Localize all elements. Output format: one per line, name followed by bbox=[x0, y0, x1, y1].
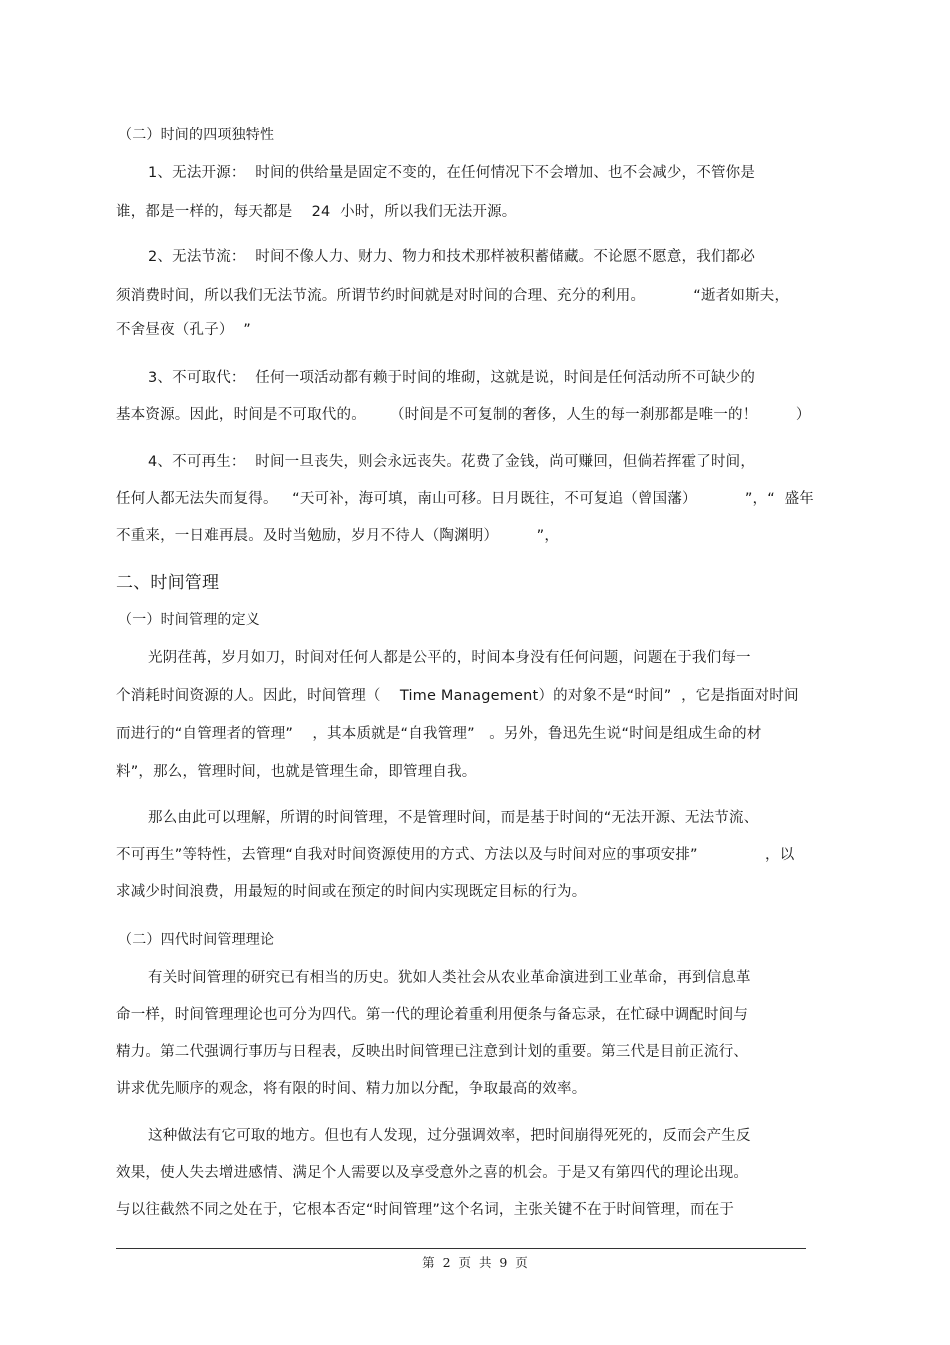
paragraph-line: 有关时间管理的研究已有相当的历史。犹如人类社会从农业革命演进到工业革命，再到信息革 bbox=[148, 970, 751, 986]
paragraph-line: 而进行的“自管理者的管理” ，其本质就是“自我管理” 。另外，鲁迅先生说“时间是组成生命的材 bbox=[116, 726, 762, 742]
paragraph-line: 个消耗时间资源的人。因此，时间管理（ Time Management）的对象不是“时间” ，它是指面对时间 bbox=[116, 688, 799, 704]
paragraph-line: 讲求优先顺序的观念，将有限的时间、精力加以分配，争取最高的效率。 bbox=[116, 1081, 587, 1097]
paragraph-line: 不舍昼夜（孔子） ” bbox=[116, 322, 251, 338]
paragraph-line: 任何人都无法失而复得。 “天可补，海可填，南山可移。日月既往，不可复追（曾国藩） ”，“ 盛年 bbox=[116, 491, 814, 507]
page-number-footer: 第 2 页 共 9 页 bbox=[422, 1255, 528, 1270]
paragraph-line: 4、不可再生： 时间一旦丧失，则会永远丧失。花费了金钱，尚可赚回，但倘若挥霍了时间， bbox=[148, 454, 756, 470]
paragraph-line: 基本资源。因此，时间是不可取代的。 （时间是不可复制的奢侈，人生的每一刹那都是唯一的！ ） bbox=[116, 407, 811, 423]
paragraph-line: 精力。第二代强调行事历与日程表，反映出时间管理已注意到计划的重要。第三代是目前正流行、 bbox=[116, 1044, 749, 1060]
paragraph-line: 求减少时间浪费，用最短的时间或在预定的时间内实现既定目标的行为。 bbox=[116, 884, 587, 900]
subheading-four-generations: （二）四代时间管理理论 bbox=[118, 932, 275, 948]
paragraph-line: 1、无法开源： 时间的供给量是固定不变的，在任何情况下不会增加、也不会减少，不管你是 bbox=[148, 165, 756, 181]
paragraph-line: 与以往截然不同之处在于，它根本否定“时间管理”这个名词，主张关键不在于时间管理，而在于 bbox=[116, 1202, 735, 1218]
footer-divider bbox=[116, 1248, 806, 1249]
paragraph-line: 不可再生”等特性，去管理“自我对时间资源使用的方式、方法以及与时间对应的事项安排” ，以 bbox=[116, 847, 795, 863]
section-heading-time-management: 二、时间管理 bbox=[116, 573, 220, 593]
subheading-four-characteristics: （二）时间的四项独特性 bbox=[118, 127, 275, 143]
paragraph-line: 料”，那么，管理时间，也就是管理生命，即管理自我。 bbox=[116, 764, 477, 780]
paragraph-line: 须消费时间，所以我们无法节流。所谓节约时间就是对时间的合理、充分的利用。 “逝者如斯夫， bbox=[116, 288, 790, 304]
paragraph-line: 光阴荏苒，岁月如刀，时间对任何人都是公平的，时间本身没有任何问题，问题在于我们每一 bbox=[148, 650, 751, 666]
paragraph-line: 效果，使人失去增进感情、满足个人需要以及享受意外之喜的机会。于是又有第四代的理论出现。 bbox=[116, 1165, 749, 1181]
paragraph-line: 3、不可取代： 任何一项活动都有赖于时间的堆砌，这就是说，时间是任何活动所不可缺少的 bbox=[148, 370, 756, 386]
paragraph-line: 命一样，时间管理理论也可分为四代。第一代的理论着重利用便条与备忘录，在忙碌中调配时间与 bbox=[116, 1007, 749, 1023]
subheading-definition: （一）时间管理的定义 bbox=[118, 612, 260, 628]
paragraph-line: 不重来，一日难再晨。及时当勉励，岁月不待人（陶渊明） ”， bbox=[116, 528, 560, 544]
paragraph-line: 那么由此可以理解，所谓的时间管理，不是管理时间，而是基于时间的“无法开源、无法节流、 bbox=[148, 810, 759, 826]
paragraph-line: 这种做法有它可取的地方。但也有人发现，过分强调效率，把时间崩得死死的，反而会产生反 bbox=[148, 1128, 751, 1144]
paragraph-line: 谁，都是一样的，每天都是 24 小时，所以我们无法开源。 bbox=[116, 204, 517, 220]
paragraph-line: 2、无法节流： 时间不像人力、财力、物力和技术那样被积蓄储藏。不论愿不愿意，我们都必 bbox=[148, 249, 756, 265]
